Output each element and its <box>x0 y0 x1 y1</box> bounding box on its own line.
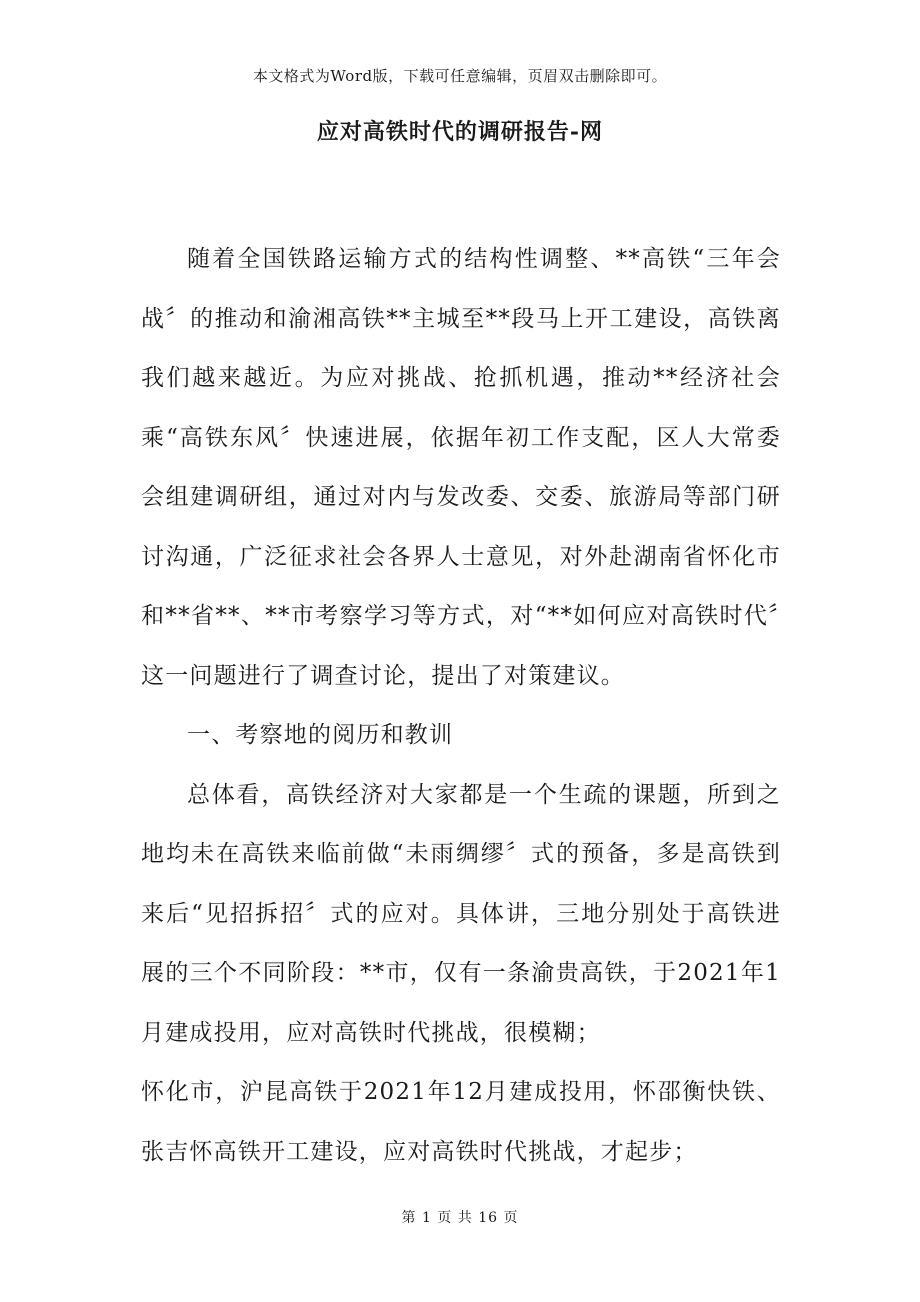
document-body <box>141 230 781 1182</box>
paragraph-overview: 总体看，高铁经济对大家都是一个生疏的课题，所到之地均未在高铁来临前做“未雨绸缪〞式的预备，多是高铁到来后“见招拆招〞式的应对。具体讲，三地分别处于高铁进展的三个不同阶段：**市，仅有一条渝贵高铁，于2021年1月建成投用，应对高铁时代挑战，很模糊； <box>141 781 781 1046</box>
header-note: 本文格式为Word版，下载可任意编辑，页眉双击删除即可。 <box>252 67 668 85</box>
page-number: 第 1 页 共 16 页 <box>401 1210 519 1226</box>
section-heading-1: 一、考察地的阅历和教训 <box>187 722 454 748</box>
document-title: 应对高铁时代的调研报告-网 <box>316 119 604 145</box>
paragraph-intro: 随着全国铁路运输方式的结构性调整、**高铁“三年会战〞的推动和渝湘高铁**主城至**段马上开工建设，高铁离我们越来越近。为应对挑战、抢抓机遇，推动**经济社会乘“高铁东风〞快速进展，依据年初工作支配，区人大常委会组建调研组，通过对内与发改委、交委、旅游局等部门研讨沟通，广泛征求社会各界人士意见，对外赴湖南省怀化市和**省**、**市考察学习等方式，对“**如何应对高铁时代〞这一问题进行了调查讨论，提出了对策建议。 <box>141 246 781 689</box>
paragraph-huaihua: 怀化市，沪昆高铁于2021年12月建成投用，怀邵衡快铁、张吉怀高铁开工建设，应对高铁时代挑战，才起步； <box>141 1079 781 1165</box>
